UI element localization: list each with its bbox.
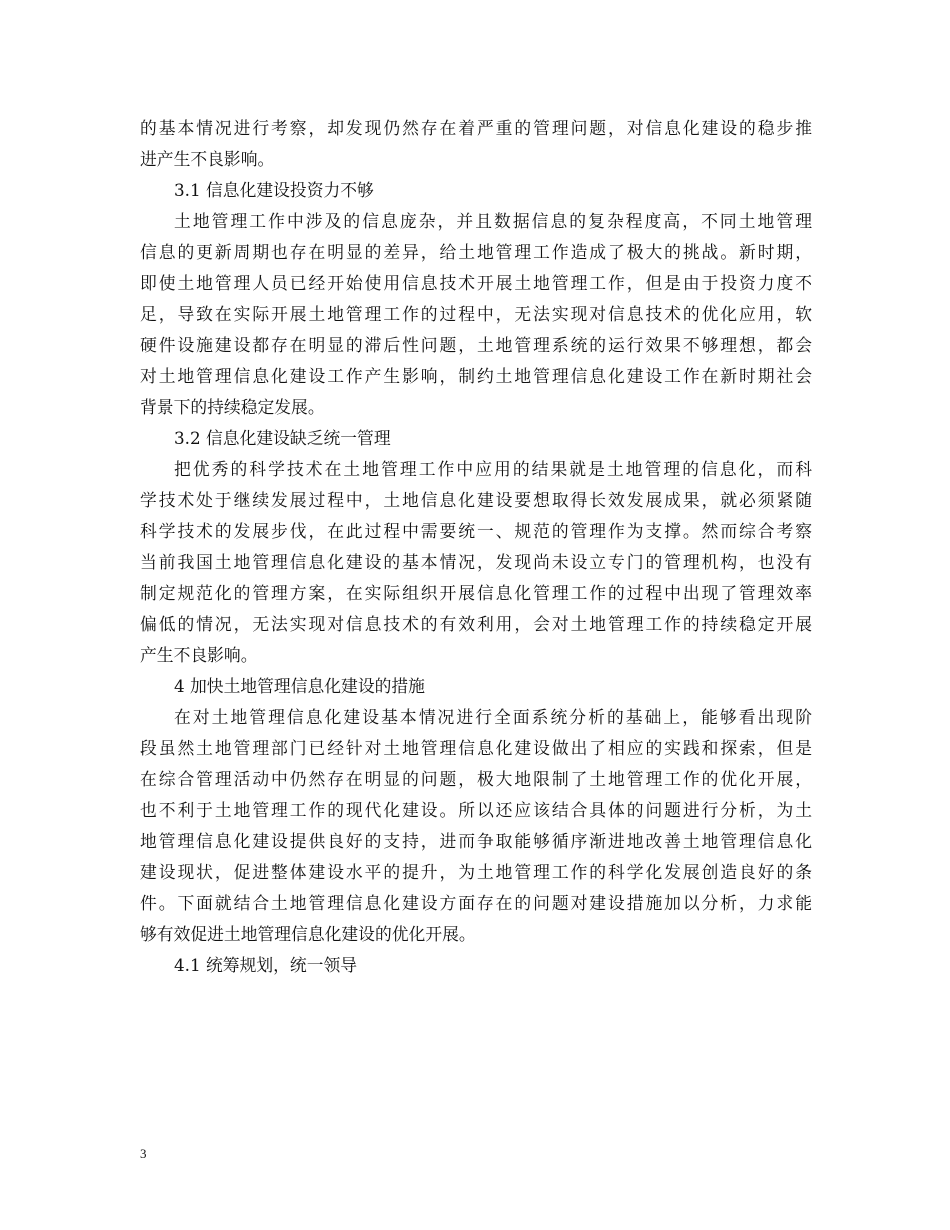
- text-line: 偏低的情况，无法实现对信息技术的有效利用，会对土地管理工作的持续稳定开展: [140, 614, 812, 634]
- text-line: 够有效促进土地管理信息化建设的优化开展。: [140, 924, 476, 944]
- text-line: 的基本情况进行考察，却发现仍然存在着严重的管理问题，对信息化建设的稳步推: [140, 118, 812, 138]
- document-body: [140, 113, 812, 981]
- section-heading-3-2: 3.2 信息化建设缺乏统一管理: [174, 428, 391, 448]
- text-line: 土地管理工作中涉及的信息庞杂，并且数据信息的复杂程度高，不同土地管理: [174, 211, 812, 231]
- paragraph-3-1: [140, 206, 812, 423]
- text-line: 背景下的持续稳定发展。: [140, 397, 325, 417]
- paragraph-continuation: [140, 113, 812, 175]
- text-line: 对土地管理信息化建设工作产生影响，制约土地管理信息化建设工作在新时期社会: [140, 366, 812, 386]
- text-line: 制定规范化的管理方案，在实际组织开展信息化管理工作的过程中出现了管理效率: [140, 583, 812, 603]
- text-line: 地管理信息化建设提供良好的支持，进而争取能够循序渐进地改善土地管理信息化: [140, 831, 812, 851]
- text-line: 信息的更新周期也存在明显的差异，给土地管理工作造成了极大的挑战。新时期，: [140, 242, 812, 262]
- section-heading-4: 4 加快土地管理信息化建设的措施: [174, 676, 425, 696]
- text-line: 足，导致在实际开展土地管理工作的过程中，无法实现对信息技术的优化应用，软: [140, 304, 812, 324]
- text-line: 当前我国土地管理信息化建设的基本情况，发现尚未设立专门的管理机构，也没有: [140, 552, 812, 572]
- section-heading-3-1: 3.1 信息化建设投资力不够: [174, 180, 374, 200]
- text-line: 在对土地管理信息化建设基本情况进行全面系统分析的基础上，能够看出现阶: [174, 707, 812, 727]
- text-line: 把优秀的科学技术在土地管理工作中应用的结果就是土地管理的信息化，而科: [174, 459, 812, 479]
- text-line: 进产生不良影响。: [140, 149, 275, 169]
- text-line: 建设现状，促进整体建设水平的提升，为土地管理工作的科学化发展创造良好的条: [140, 862, 812, 882]
- text-line: 件。下面就结合土地管理信息化建设方面存在的问题对建设措施加以分析，力求能: [140, 893, 812, 913]
- paragraph-4: [140, 702, 812, 950]
- text-line: 也不利于土地管理工作的现代化建设。所以还应该结合具体的问题进行分析，为土: [140, 800, 812, 820]
- text-line: 段虽然土地管理部门已经针对土地管理信息化建设做出了相应的实践和探索，但是: [140, 738, 812, 758]
- text-line: 硬件设施建设都存在明显的滞后性问题，土地管理系统的运行效果不够理想，都会: [140, 335, 812, 355]
- text-line: 在综合管理活动中仍然存在明显的问题，极大地限制了土地管理工作的优化开展，: [140, 769, 812, 789]
- text-line: 产生不良影响。: [140, 645, 258, 665]
- section-heading-4-1: 4.1 统筹规划，统一领导: [174, 955, 358, 975]
- paragraph-3-2: [140, 454, 812, 671]
- text-line: 即使土地管理人员已经开始使用信息技术开展土地管理工作，但是由于投资力度不: [140, 273, 812, 293]
- text-line: 学技术处于继续发展过程中，土地信息化建设要想取得长效发展成果，就必须紧随: [140, 490, 812, 510]
- text-line: 科学技术的发展步伐，在此过程中需要统一、规范的管理作为支撑。然而综合考察: [140, 521, 812, 541]
- page-number: 3: [140, 1146, 147, 1161]
